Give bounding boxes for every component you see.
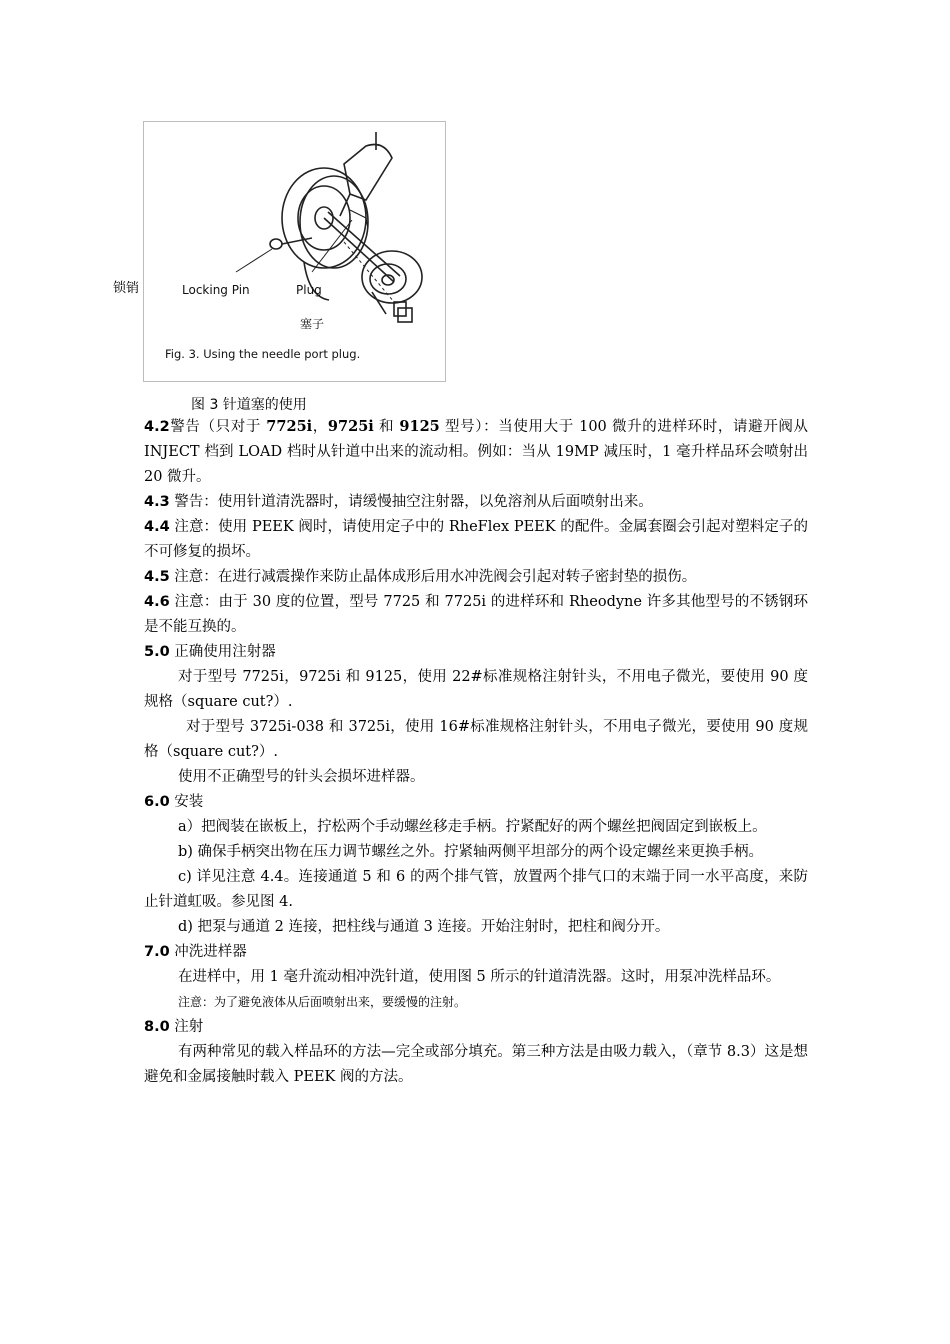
section-4-2: 4.2警告（只对于 7725i，9725i 和 9125 型号）：当使用大于 100 微升的进样环时，请避开阀从 INJECT 档到 LOAD 档时从针道中出来的流动相。例如：当从 19MP 减压时，1 毫升样品环会喷射出 20 微升。	[144, 418, 808, 485]
section-8-0-para: 有两种常见的载入样品环的方法—完全或部分填充。第三种方法是由吸力载入，（章节 8.3）这是想避免和金属接触时载入 PEEK 阀的方法。	[144, 1044, 808, 1085]
locking-pin-cn-label: 锁销	[113, 281, 140, 296]
figure-3	[143, 121, 446, 382]
section-6-0-item-a: a）把阀装在嵌板上，拧松两个手动螺丝移走手柄。拧紧配好的两个螺丝把阀固定到嵌板上。	[178, 819, 767, 835]
section-7-0-heading: 7.0 冲洗进样器	[144, 944, 247, 960]
section-6-0-heading: 6.0 安装	[144, 794, 204, 810]
section-6-0-item-d: d) 把泵与通道 2 连接，把柱线与通道 3 连接。开始注射时，把柱和阀分开。	[178, 919, 670, 935]
section-4-4: 4.4 注意：使用 PEEK 阀时，请使用定子中的 RheFlex PEEK 的配件。金属套圈会引起对塑料定子的不可修复的损坏。	[144, 519, 808, 560]
document-body	[144, 414, 808, 1090]
plug-cn-label: 塞子	[300, 317, 325, 331]
locking-pin-label: Locking Pin	[182, 283, 250, 297]
section-8-0-heading: 8.0 注射	[144, 1019, 204, 1035]
needle-port-plug-illustration	[144, 122, 447, 383]
section-6-0-item-b: b) 确保手柄突出物在压力调节螺丝之外。拧紧轴两侧平坦部分的两个设定螺丝来更换手柄。	[178, 844, 764, 860]
section-5-0-para-2: 对于型号 3725i-038 和 3725i，使用 16#标准规格注射针头，不用电子微光，要使用 90 度规格（square cut?）.	[144, 719, 808, 760]
section-5-0-heading: 5.0 正确使用注射器	[144, 644, 276, 660]
section-5-0-para-1: 对于型号 7725i，9725i 和 9125，使用 22#标准规格注射针头，不用电子微光，要使用 90 度规格（square cut?）.	[144, 669, 808, 710]
section-6-0-item-c: c) 详见注意 4.4。连接通道 5 和 6 的两个排气管，放置两个排气口的末端于同一水平高度，来防止针道虹吸。参见图 4.	[144, 869, 808, 910]
section-4-3: 4.3 警告：使用针道清洗器时，请缓慢抽空注射器，以免溶剂从后面喷射出来。	[144, 494, 653, 510]
figure-caption: 图 3 针道塞的使用	[191, 397, 307, 413]
section-4-5: 4.5 注意：在进行减震操作来防止晶体成形后用水冲洗阀会引起对转子密封垫的损伤。	[144, 569, 697, 585]
section-4-6: 4.6 注意：由于 30 度的位置，型号 7725 和 7725i 的进样环和 Rheodyne 许多其他型号的不锈钢环是不能互换的。	[144, 594, 808, 635]
plug-label: Plug	[296, 283, 322, 297]
section-7-0-note: 注意：为了避免液体从后面喷射出来，要缓慢的注射。	[178, 995, 467, 1009]
section-7-0-para: 在进样中，用 1 毫升流动相冲洗针道，使用图 5 所示的针道清洗器。这时，用泵冲洗样品环。	[178, 969, 781, 985]
figure-english-caption: Fig. 3. Using the needle port plug.	[165, 347, 361, 361]
section-5-0-para-3: 使用不正确型号的针头会损坏进样器。	[178, 769, 425, 785]
